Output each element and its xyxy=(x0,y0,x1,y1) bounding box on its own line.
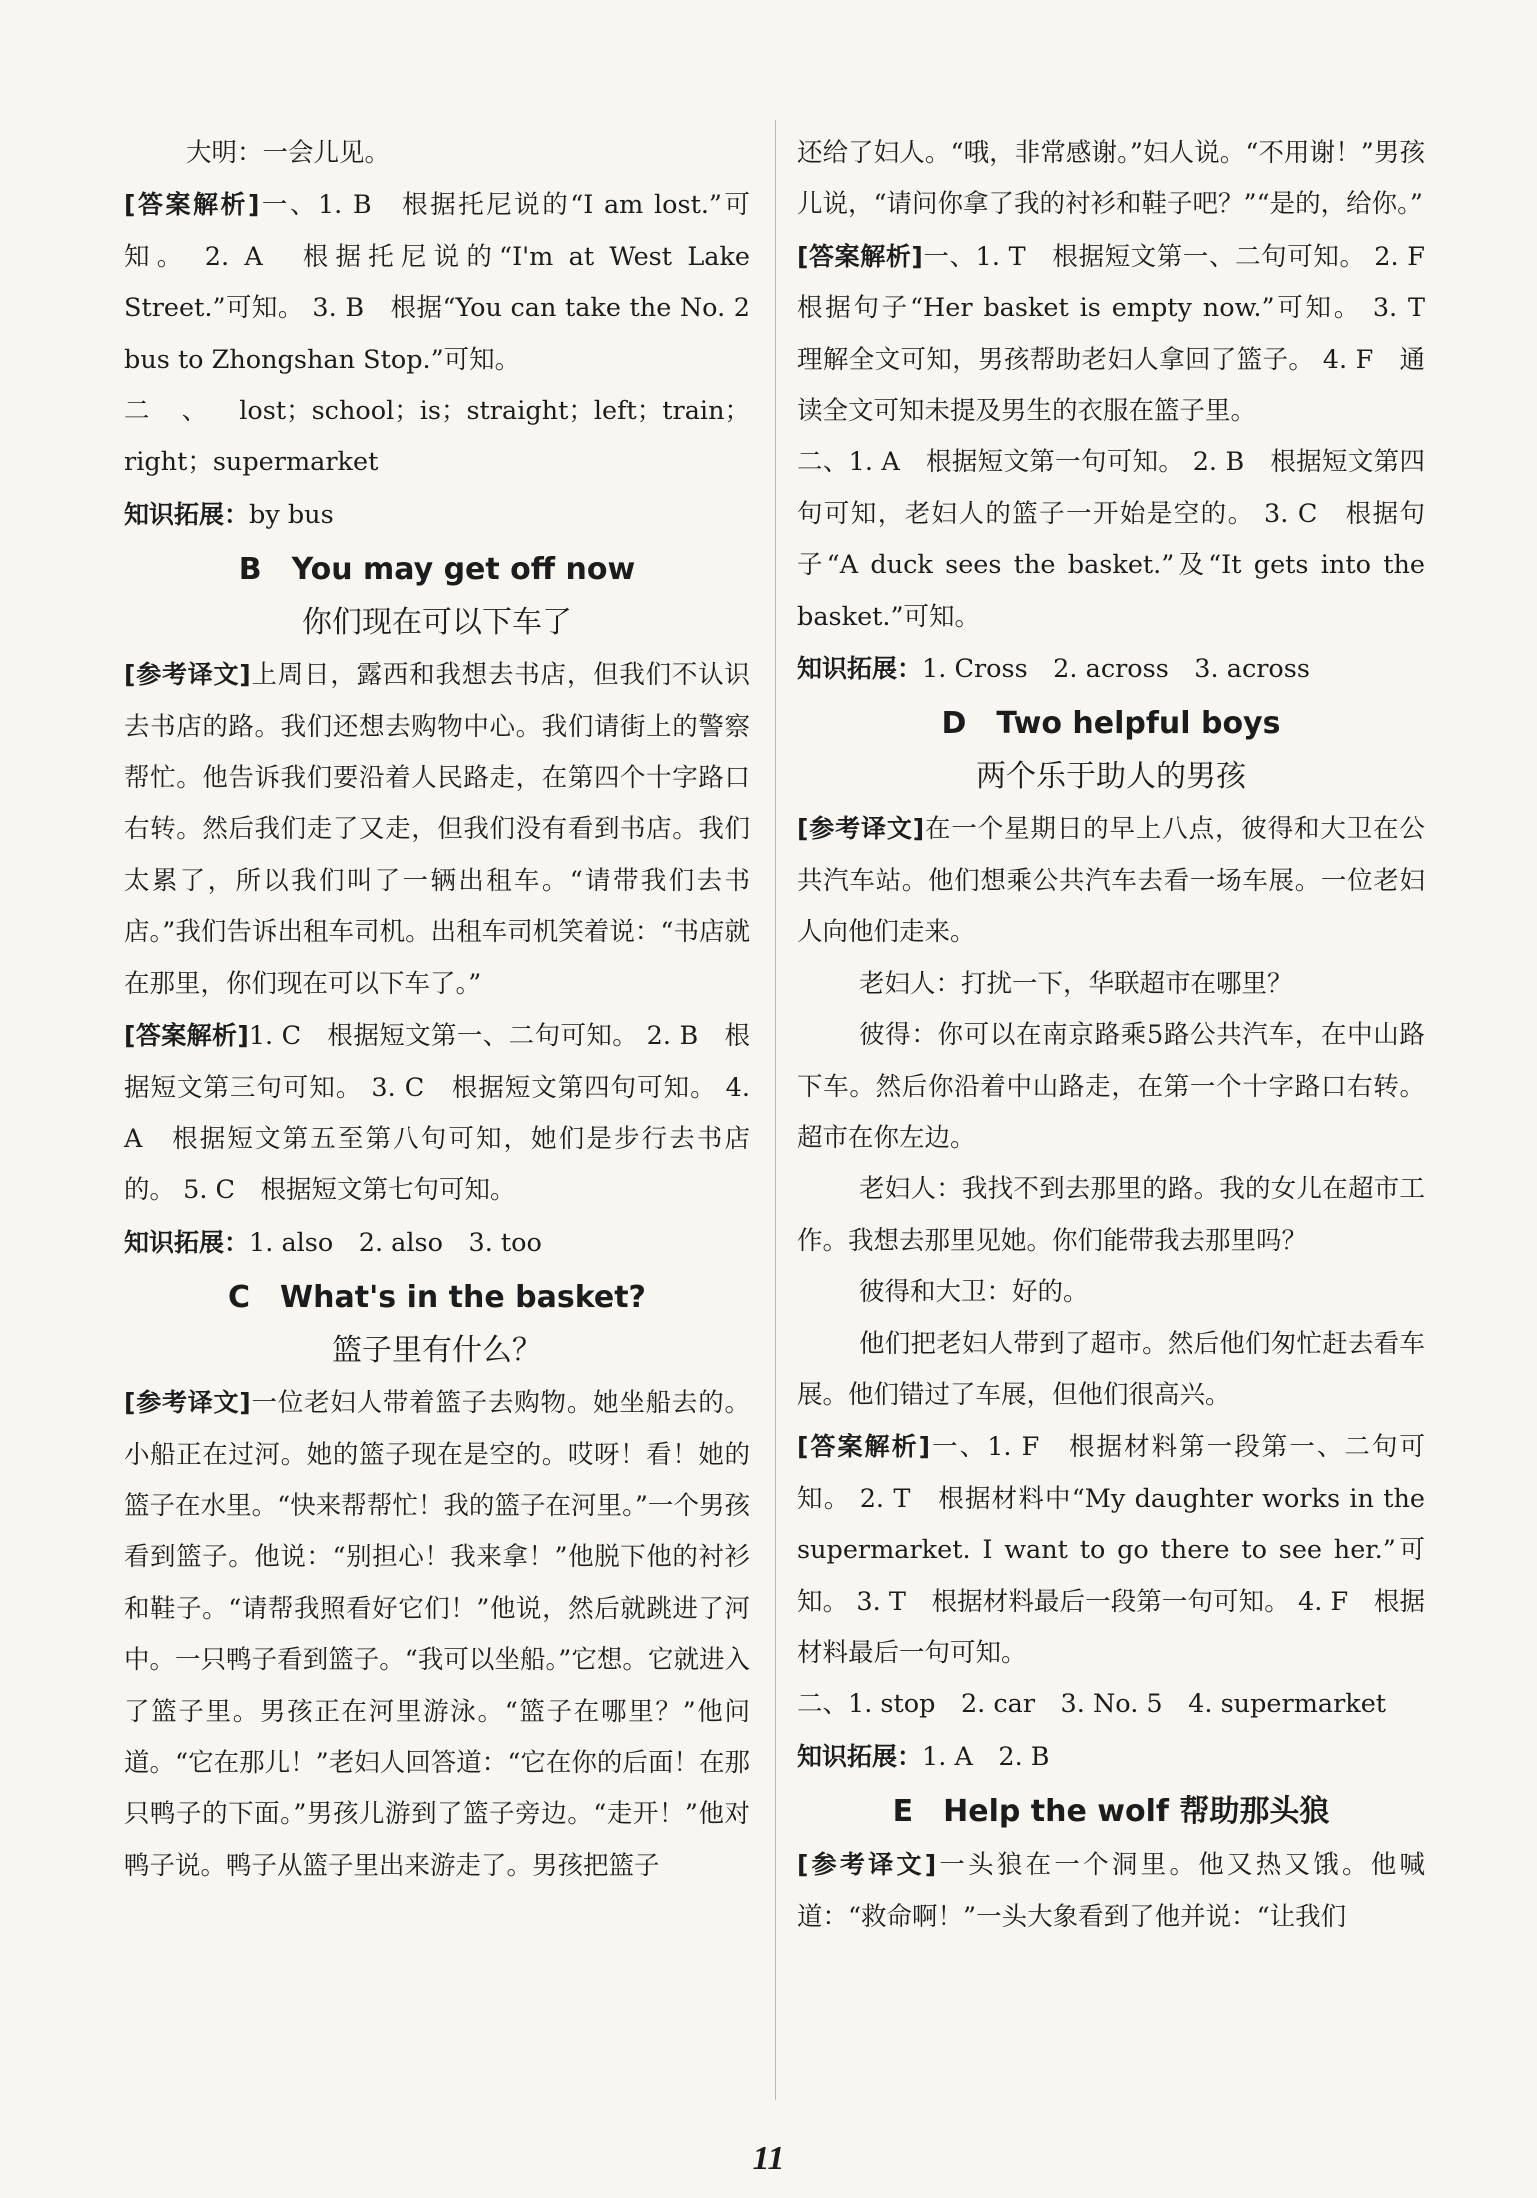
dialog-line: 老妇人：打扰一下，华联超市在哪里？ xyxy=(859,968,1293,999)
answer-tag: [答案解析] xyxy=(797,1432,931,1462)
answers-part-two: 二、1. A 根据短文第一句可知。 2. B 根据短文第四句可知，老妇人的篮子一开始是空的。 3. C 根据句子“A duck sees the basket.”及“It gets into the basket.”可知。 xyxy=(797,447,1425,632)
dialog-line: 老妇人：我找不到去那里的路。我的女儿在超市工作。我想去那里见她。你们能带我去那里吗？ xyxy=(797,1174,1425,1256)
right-column xyxy=(797,128,1451,1943)
dialog-line: 彼得：你可以在南京路乘5路公共汽车，在中山路下车。然后你沿着中山路走，在第一个十字路口右转。超市在你左边。 xyxy=(797,1020,1425,1153)
knowledge-text: 1. A 2. B xyxy=(922,1741,1050,1772)
knowledge-extension xyxy=(797,643,1425,695)
answer-text: 一、1. F 根据材料第一段第一、二句可知。 2. T 根据材料中“My daughter works in the supermarket. I want to go there to see her.”可知。 3. T 根据材料最后一段第一句可知。 4. F 根据材料最后一句可知。 xyxy=(797,1432,1425,1668)
translation-text: 一位老妇人带着篮子去购物。她坐船去的。小船正在过河。她的篮子现在是空的。哎呀！看！她的篮子在水里。“快来帮帮忙！我的篮子在河里。”一个男孩看到篮子。他说：“别担心！我来拿！”他脱下他的衬衫和鞋子。“请帮我照看好它们！”他说，然后就跳进了河中。一只鸭子看到篮子。“我可以坐船。”它想。它就进入了篮子里。男孩正在河里游泳。“篮子在哪里？”他问道。“它在那儿！”老妇人回答道：“它在你的后面！在那只鸭子的下面。”男孩儿游到了篮子旁边。“走开！”他对鸭子说。鸭子从篮子里出来游走了。男孩把篮子 xyxy=(124,1388,750,1881)
knowledge-tag: 知识拓展： xyxy=(124,499,250,529)
knowledge-text: 1. Cross 2. across 3. across xyxy=(922,654,1310,685)
translation-tag: [参考译文] xyxy=(124,660,251,690)
translation-text: 上周日，露西和我想去书店，但我们不认识去书店的路。我们还想去购物中心。我们请街上的警察帮忙。他告诉我们要沿着人民路走，在第四个十字路口右转。然后我们走了又走，但我们没有看到书店。我们太累了，所以我们叫了一辆出租车。“请带我们去书店。”我们告诉出租车司机。出租车司机笑着说：“书店就在那里，你们现在可以下车了。” xyxy=(124,660,750,999)
answer-analysis-b xyxy=(124,1010,750,1217)
knowledge-text: 1. also 2. also 3. too xyxy=(249,1227,542,1258)
translation-continued: 还给了妇人。“哦，非常感谢。”妇人说。“不用谢！”男孩儿说，“请问你拿了我的衬衫和鞋子吧？”“是的，给你。” xyxy=(797,138,1425,220)
reference-translation-d xyxy=(797,803,1425,958)
section-d-title: D Two helpful boys xyxy=(941,706,1281,742)
section-c-subtitle: 篮子里有什么？ xyxy=(332,1333,542,1369)
knowledge-tag: 知识拓展： xyxy=(797,1741,923,1771)
dialog-line: 他们把老妇人带到了超市。然后他们匆忙赶去看车展。他们错过了车展，但他们很高兴。 xyxy=(797,1328,1425,1410)
translation-text: 一头狼在一个洞里。他又热又饿。他喊道：“救命啊！”一头大象看到了他并说：“让我们 xyxy=(797,1850,1425,1932)
page-number: 11 xyxy=(752,2140,785,2177)
answer-text: 一、1. B 根据托尼说的“I am lost.”可知。 2. A 根据托尼说的“I'm at West Lake Street.”可知。 3. B 根据“You can take the No. 2 bus to Zhongshan Stop.”可知。 xyxy=(124,190,750,375)
answers-part-two: 二、lost；school；is；straight；left；train；right；supermarket xyxy=(124,396,750,478)
section-b-title: B You may get off now xyxy=(238,552,636,588)
section-b-subtitle: 你们现在可以下车了 xyxy=(302,605,572,641)
knowledge-extension xyxy=(124,489,750,541)
translation-tag: [参考译文] xyxy=(797,1850,937,1880)
answer-tag: [答案解析] xyxy=(797,241,923,271)
section-d-subtitle: 两个乐于助人的男孩 xyxy=(976,759,1246,795)
reference-translation-e xyxy=(797,1839,1425,1943)
answer-analysis-a xyxy=(124,179,750,386)
answer-tag: [答案解析] xyxy=(124,1021,249,1051)
knowledge-extension xyxy=(124,1217,750,1269)
column-divider xyxy=(775,120,776,2100)
answer-tag: [答案解析] xyxy=(124,190,260,220)
section-c-title: C What's in the basket? xyxy=(228,1280,646,1316)
answer-text: 1. C 根据短文第一、二句可知。 2. B 根据短文第三句可知。 3. C 根据短文第四句可知。 4. A 根据短文第五至第八句可知，她们是步行去书店的。 5. C 根据短文第七句可知。 xyxy=(124,1021,750,1206)
answer-text: 一、1. T 根据短文第一、二句可知。 2. F 根据句子“Her basket is empty now.”可知。 3. T 理解全文可知，男孩帮助老妇人拿回了篮子。 4. F 通读全文可知未提及男生的衣服在篮子里。 xyxy=(797,241,1451,427)
translation-tag: [参考译文] xyxy=(124,1388,251,1418)
reference-translation-c xyxy=(124,1377,750,1892)
translation-tag: [参考译文] xyxy=(797,814,925,844)
dialog-line: 彼得和大卫：好的。 xyxy=(859,1277,1089,1308)
reference-translation-b xyxy=(124,649,750,1010)
dialog-line: 大明：一会儿见。 xyxy=(186,138,391,168)
section-e-title: E Help the wolf 帮助那头狼 xyxy=(892,1794,1330,1830)
answer-analysis-d xyxy=(797,1421,1425,1679)
translation-text: 在一个星期日的早上八点，彼得和大卫在公共汽车站。他们想乘公共汽车去看一场车展。一位老妇人向他们走来。 xyxy=(797,814,1425,948)
answer-analysis-c xyxy=(797,231,1451,438)
knowledge-extension xyxy=(797,1731,1425,1783)
knowledge-text: by bus xyxy=(249,499,334,530)
answers-part-two: 二、1. stop 2. car 3. No. 5 4. supermarket xyxy=(797,1689,1387,1720)
knowledge-tag: 知识拓展： xyxy=(124,1227,250,1257)
left-column xyxy=(124,128,750,1892)
knowledge-tag: 知识拓展： xyxy=(797,654,923,684)
